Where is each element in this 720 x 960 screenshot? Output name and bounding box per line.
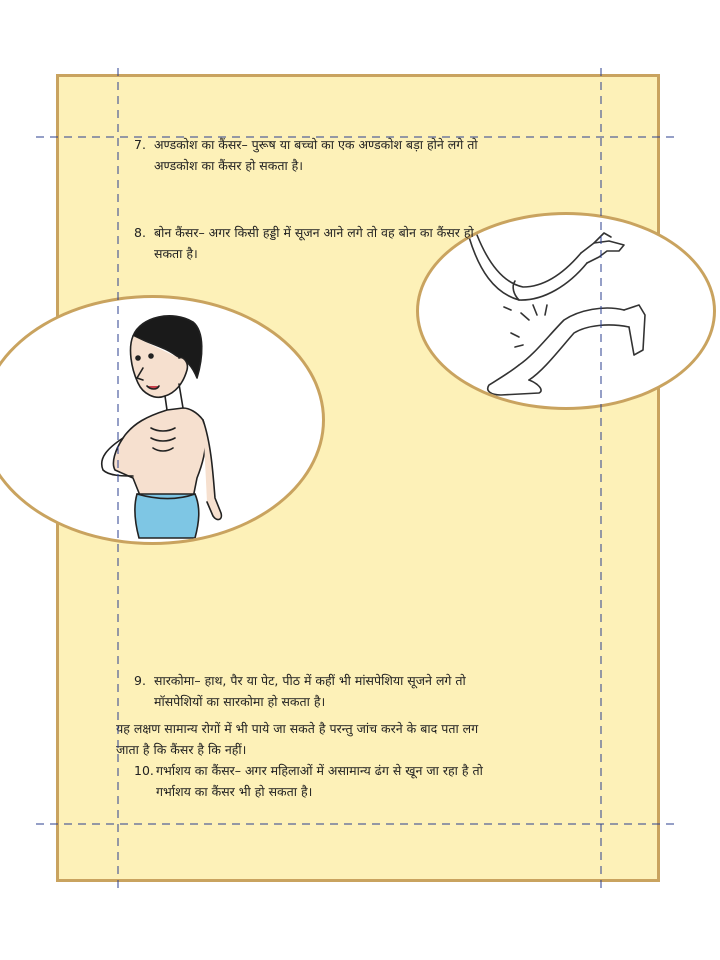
closing-line1: यह लक्षण सामान्य रोगों में भी पाये जा सकते है परन्तु जांच करने के बाद पता लग: [116, 721, 479, 736]
item-number: 8.: [134, 225, 146, 240]
item-text-line1: बोन कैंसर– अगर किसी हड्डी में सूजन आने लगे तो वह बोन का कैंसर हो: [154, 225, 474, 240]
list-item-9: [134, 670, 634, 712]
item-text-line1: अण्डकोश का कैंसर– पुरूष या बच्चो का एक अण्डकोश बड़ा होने लगे तो: [154, 137, 478, 152]
item-text-line2: सकता है।: [154, 246, 198, 261]
list-item-7: [134, 134, 634, 176]
item-text-line2: अण्डकोश का कैंसर हो सकता है।: [154, 158, 304, 173]
item-number: 10.: [134, 763, 154, 778]
list-item-8: [134, 222, 634, 264]
closing-paragraph: [116, 718, 616, 760]
closing-line2: जाता है कि कैंसर है कि नहीं।: [116, 742, 247, 757]
item-text-line1: सारकोमा– हाथ, पैर या पेट, पीठ में कहीं भी मांसपेशिया सूजने लगे तो: [154, 673, 466, 688]
item-text-line2: गर्भाशय का कैंसर भी हो सकता है।: [156, 784, 313, 799]
item-number: 7.: [134, 137, 146, 152]
item-text-line1: गर्भाशय का कैंसर– अगर महिलाओं में असामान्य ढंग से खून जा रहा है तो: [156, 763, 483, 778]
item-number: 9.: [134, 673, 146, 688]
list-item-10: [134, 760, 636, 802]
item-text-line2: मॉसपेशियों का सारकोमा हो सकता है।: [154, 694, 326, 709]
